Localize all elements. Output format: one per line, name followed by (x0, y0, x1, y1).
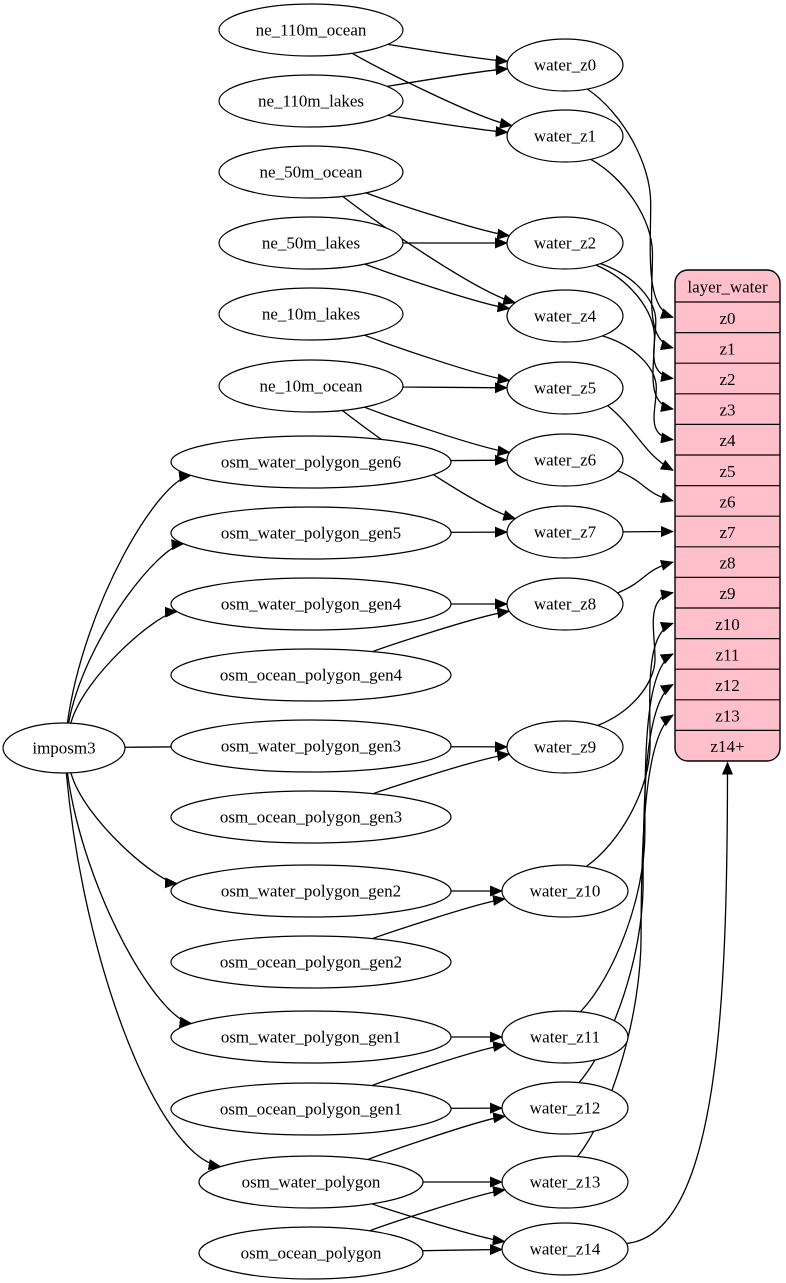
table-row-z9: z9 (719, 584, 736, 604)
node-ne_10m_ocean (219, 360, 403, 412)
table-row-z7: z7 (719, 523, 736, 542)
edge-imposm3-to-osm_water_polygon_gen5 (69, 544, 184, 723)
node-label-water_z0: water_z0 (533, 55, 597, 75)
node-water_z10 (502, 865, 628, 917)
node-label-ne_110m_ocean: ne_110m_ocean (255, 20, 367, 40)
node-water_z12 (502, 1082, 628, 1134)
node-osm_ocean_polygon_gen3 (171, 791, 451, 843)
node-osm_water_polygon_gen3 (171, 720, 451, 772)
node-water_z0 (507, 39, 623, 91)
node-osm_ocean_polygon_gen2 (171, 936, 451, 988)
table-row-z10: z10 (715, 614, 740, 634)
node-imposm3 (3, 723, 125, 773)
node-label-water_z2: water_z2 (533, 233, 597, 253)
node-water_z5 (507, 362, 623, 414)
node-water_z6 (507, 434, 623, 486)
node-label-water_z5: water_z5 (533, 378, 597, 398)
node-water_z1 (507, 110, 623, 162)
node-label-ne_50m_ocean: ne_50m_ocean (259, 162, 363, 182)
edge-ne_10m_ocean-to-water_z5 (400, 387, 507, 388)
node-label-ne_110m_lakes: ne_110m_lakes (257, 91, 365, 111)
node-osm_water_polygon (199, 1156, 423, 1208)
table-row-z6: z6 (719, 492, 736, 512)
node-osm_water_polygon_gen6 (171, 436, 451, 488)
node-label-ne_10m_ocean: ne_10m_ocean (259, 376, 363, 396)
table-row-z13: z13 (715, 706, 740, 726)
node-ne_10m_lakes (219, 288, 403, 340)
node-label-water_z7: water_z7 (533, 522, 597, 542)
node-water_z11 (502, 1011, 628, 1063)
edge-water_z8-to-layer_water-z8 (618, 562, 674, 593)
node-ne_110m_ocean (219, 4, 403, 56)
node-ne_50m_lakes (219, 217, 403, 269)
node-label-osm_ocean_polygon_gen2: osm_ocean_polygon_gen2 (219, 952, 403, 972)
table-row-z1: z1 (719, 339, 736, 359)
node-water_z2 (507, 217, 623, 269)
node-water_z8 (507, 578, 623, 630)
node-water_z13 (502, 1156, 628, 1208)
table-layer_water (675, 270, 780, 761)
node-label-osm_ocean_polygon_gen4: osm_ocean_polygon_gen4 (219, 665, 403, 685)
edge-imposm3-to-osm_water_polygon_gen2 (71, 773, 177, 884)
node-ne_110m_lakes (219, 75, 403, 127)
node-label-water_z13: water_z13 (529, 1172, 601, 1192)
table-title: layer_water (687, 277, 768, 297)
node-label-osm_ocean_polygon_gen3: osm_ocean_polygon_gen3 (219, 807, 403, 827)
node-label-osm_water_polygon: osm_water_polygon (241, 1172, 381, 1192)
node-water_z4 (507, 290, 623, 342)
node-label-osm_water_polygon_gen2: osm_water_polygon_gen2 (220, 881, 402, 901)
node-label-osm_water_polygon_gen5: osm_water_polygon_gen5 (220, 523, 402, 543)
edge-water_z14-to-layer_water-z14+ (627, 763, 728, 1244)
node-label-water_z4: water_z4 (533, 306, 597, 326)
edge-ne_110m_lakes-to-water_z1 (387, 115, 507, 132)
table-row-z14+: z14+ (710, 737, 745, 757)
node-osm_ocean_polygon_gen1 (171, 1083, 451, 1135)
table-row-z3: z3 (719, 400, 736, 420)
node-ne_50m_ocean (219, 146, 403, 198)
node-label-water_z8: water_z8 (533, 594, 597, 614)
edge-water_z11-to-layer_water-z11 (580, 654, 673, 1012)
node-osm_ocean_polygon (199, 1227, 423, 1279)
table-row-z5: z5 (719, 461, 736, 481)
table-row-z12: z12 (715, 676, 740, 695)
node-label-ne_10m_lakes: ne_10m_lakes (261, 304, 361, 324)
table-row-z11: z11 (715, 645, 740, 665)
node-osm_water_polygon_gen1 (171, 1011, 451, 1063)
table-row-z4: z4 (719, 431, 736, 451)
node-osm_water_polygon_gen2 (171, 865, 451, 917)
node-label-osm_water_polygon_gen4: osm_water_polygon_gen4 (220, 594, 402, 614)
edge-water_z6-to-layer_water-z6 (618, 471, 673, 501)
node-water_z7 (507, 506, 623, 558)
node-label-water_z6: water_z6 (533, 450, 597, 470)
node-label-water_z14: water_z14 (529, 1239, 601, 1259)
edge-ne_110m_ocean-to-water_z0 (387, 44, 507, 61)
node-label-water_z1: water_z1 (533, 126, 597, 146)
table-row-z2: z2 (719, 370, 736, 389)
node-osm_ocean_polygon_gen4 (171, 649, 451, 701)
node-label-ne_50m_lakes: ne_50m_lakes (261, 233, 361, 253)
node-water_z9 (507, 721, 623, 773)
node-water_z14 (502, 1223, 628, 1275)
node-label-osm_water_polygon_gen6: osm_water_polygon_gen6 (220, 452, 402, 472)
node-label-osm_ocean_polygon_gen1: osm_ocean_polygon_gen1 (219, 1099, 403, 1119)
node-label-osm_water_polygon_gen3: osm_water_polygon_gen3 (220, 736, 402, 756)
node-osm_water_polygon_gen5 (171, 507, 451, 559)
node-label-imposm3: imposm3 (32, 738, 96, 758)
table-row-z8: z8 (719, 553, 736, 573)
node-label-water_z9: water_z9 (533, 737, 597, 757)
table-row-z0: z0 (719, 308, 736, 328)
node-label-water_z12: water_z12 (529, 1098, 601, 1118)
node-label-water_z11: water_z11 (529, 1027, 601, 1047)
edge-osm_ocean_polygon-to-water_z14 (413, 1250, 502, 1251)
edge-ne_110m_lakes-to-water_z0 (387, 69, 508, 87)
node-label-osm_water_polygon_gen1: osm_water_polygon_gen1 (220, 1027, 402, 1047)
node-osm_water_polygon_gen4 (171, 578, 451, 630)
node-label-water_z10: water_z10 (529, 881, 601, 901)
node-label-osm_ocean_polygon: osm_ocean_polygon (240, 1243, 382, 1263)
